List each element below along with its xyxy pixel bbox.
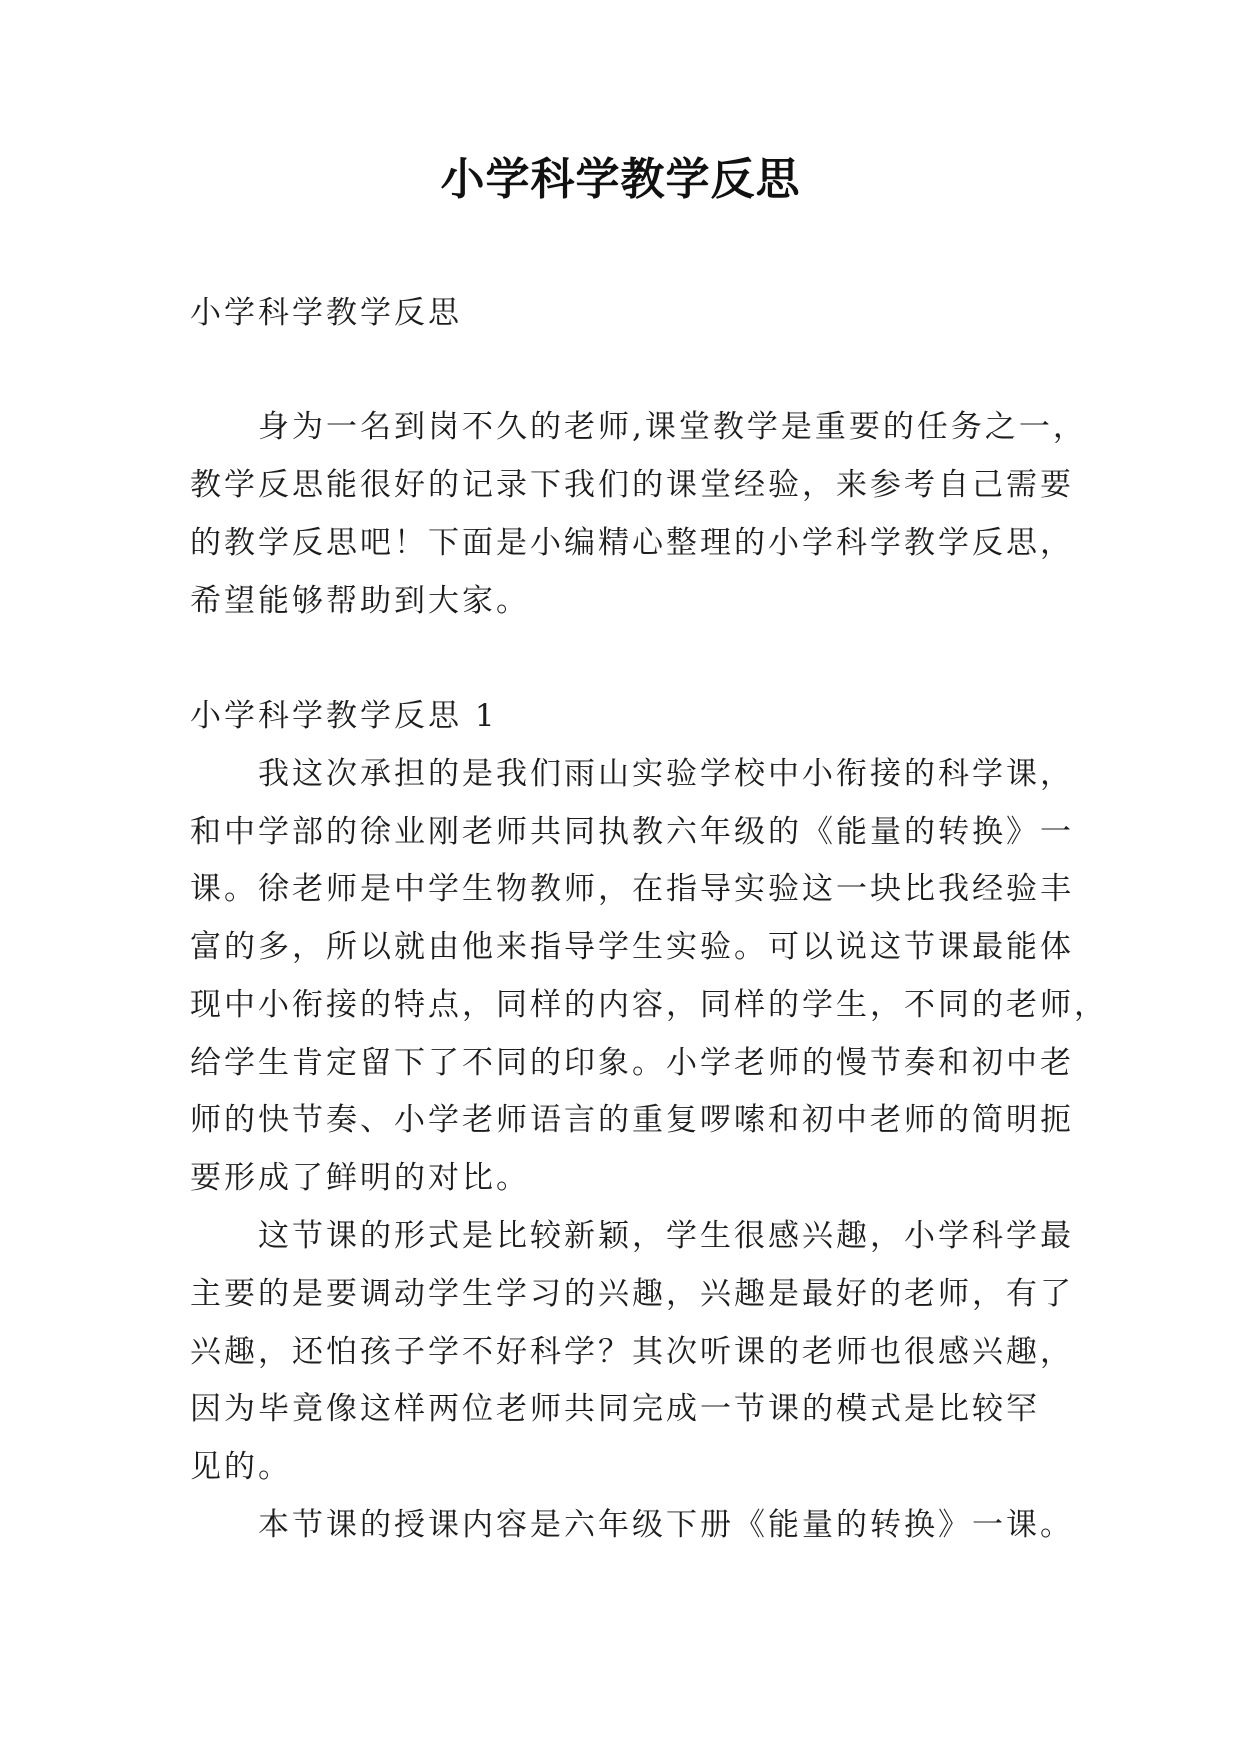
paragraph-line: 课。徐老师是中学生物教师，在指导实验这一块比我经验丰 — [190, 871, 1074, 907]
paragraph-line: 要形成了鲜明的对比。 — [190, 1160, 530, 1196]
paragraph-line: 兴趣，还怕孩子学不好科学？其次听课的老师也很感兴趣， — [190, 1334, 1074, 1370]
intro-line: 的教学反思吧！下面是小编精心整理的小学科学教学反思， — [190, 525, 1074, 561]
section-heading: 小学科学教学反思 1 — [190, 698, 498, 734]
paragraph-line: 因为毕竟像这样两位老师共同完成一节课的模式是比较罕 — [190, 1391, 1040, 1427]
intro-line: 身为一名到岗不久的老师,课堂教学是重要的任务之一， — [258, 409, 1087, 445]
intro-line: 希望能够帮助到大家。 — [190, 583, 530, 619]
paragraph-line: 给学生肯定留下了不同的印象。小学老师的慢节奏和初中老 — [190, 1045, 1074, 1081]
paragraph-line: 见的。 — [190, 1449, 292, 1485]
document-title: 小学科学教学反思 — [440, 154, 801, 205]
paragraph-line: 我这次承担的是我们雨山实验学校中小衔接的科学课， — [258, 756, 1074, 792]
paragraph-line: 主要的是要调动学生学习的兴趣，兴趣是最好的老师，有了 — [190, 1276, 1074, 1312]
paragraph-line: 和中学部的徐业刚老师共同执教六年级的《能量的转换》一 — [190, 814, 1074, 850]
intro-line: 教学反思能很好的记录下我们的课堂经验，来参考自己需要 — [190, 467, 1074, 503]
paragraph-line: 这节课的形式是比较新颖，学生很感兴趣，小学科学最 — [258, 1218, 1074, 1254]
paragraph-line: 本节课的授课内容是六年级下册《能量的转换》一课。 — [258, 1507, 1074, 1543]
document-subtitle: 小学科学教学反思 — [190, 295, 462, 331]
paragraph-line: 师的快节奏、小学老师语言的重复啰嗦和初中老师的简明扼 — [190, 1102, 1074, 1138]
paragraph-line: 富的多，所以就由他来指导学生实验。可以说这节课最能体 — [190, 929, 1074, 965]
paragraph-line: 现中小衔接的特点，同样的内容，同样的学生，不同的老师， — [190, 987, 1108, 1023]
